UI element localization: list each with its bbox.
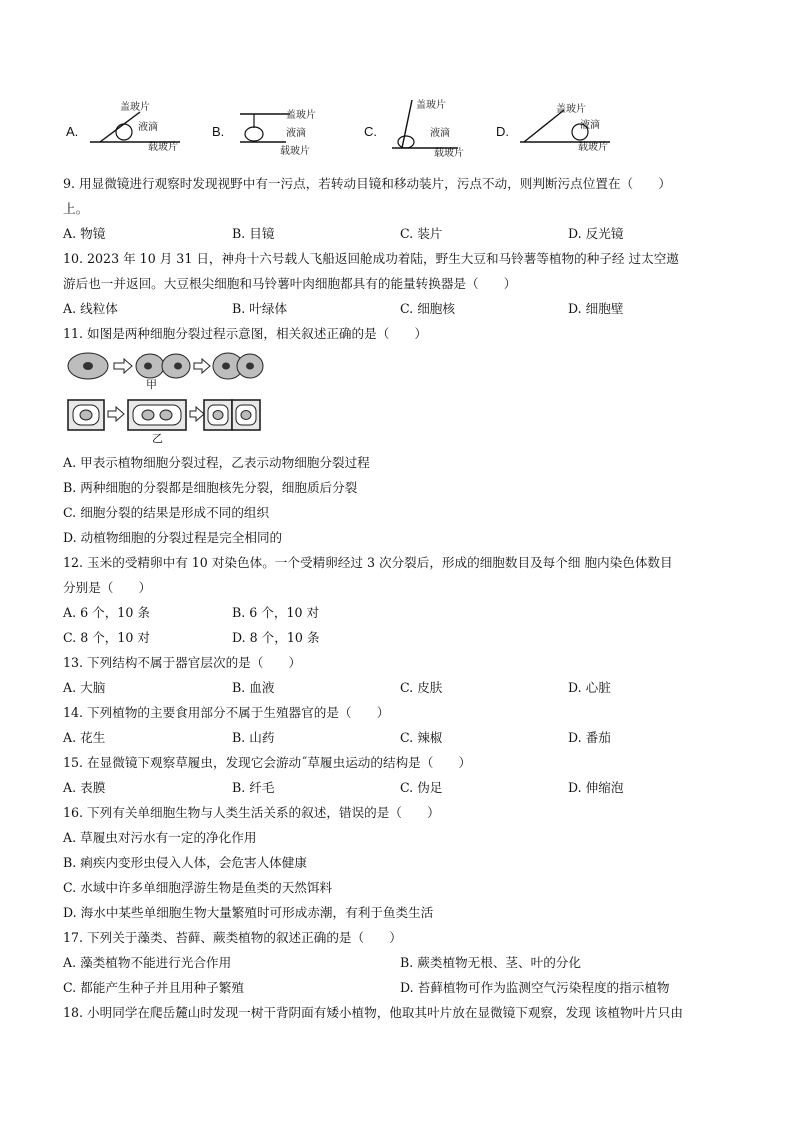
q16-option-d: D. 海水中某些单细胞生物大量繁殖时可形成赤潮，有利于鱼类生活 [63, 905, 434, 920]
q10-option-d: D. 细胞壁 [568, 301, 624, 316]
fig-a-cover-label: 盖玻片 [120, 102, 150, 113]
q13-option-b: B. 血液 [232, 680, 275, 695]
q14-option-b: B. 山药 [232, 730, 275, 745]
q15-option-b: B. 纤毛 [232, 780, 275, 795]
q11-option-a: A. 甲表示植物细胞分裂过程，乙表示动物细胞分裂过程 [63, 455, 370, 470]
q14-option-d: D. 番茄 [568, 730, 611, 745]
fig-letter-d: D. [496, 124, 509, 139]
q14-option-c: C. 辣椒 [400, 730, 443, 745]
q14-option-a: A. 花生 [63, 730, 106, 745]
q12-stem-line1: 12. 玉米的受精卵中有 10 对染色体。一个受精卵经过 3 次分裂后，形成的细胞数目及每个细 胞内染色体数目 [63, 555, 673, 570]
fig-letter-c: C. [364, 124, 377, 139]
q10-option-b: B. 叶绿体 [232, 301, 288, 316]
fig-a-drop-label: 液滴 [138, 122, 158, 133]
q16-option-c: C. 水域中许多单细胞浮游生物是鱼类的天然饵料 [63, 880, 333, 895]
q9-stem-line2: 上。 [63, 201, 89, 216]
q18-stem-line1: 18. 小明同学在爬岳麓山时发现一树干背阴面有矮小植物，他取其叶片放在显微镜下观察，发现 该植物叶片只由 [63, 1005, 683, 1020]
q13-option-d: D. 心脏 [568, 680, 611, 695]
q17-option-b: B. 蕨类植物无根、茎、叶的分化 [400, 955, 581, 970]
q9-stem-line1: 9. 用显微镜进行观察时发现视野中有一污点，若转动目镜和移动装片，污点不动，则判断污点位置在（ ） [63, 176, 671, 191]
q15-option-d: D. 伸缩泡 [568, 780, 624, 795]
fig-b-cover-label: 盖玻片 [286, 110, 316, 121]
q10-option-c: C. 细胞核 [400, 301, 455, 316]
q10-stem-line1: 10. 2023 年 10 月 31 日，神舟十六号载人飞船返回舱成功着陆，野生大豆和马铃薯等植物的种子经 过太空遨 [63, 251, 679, 266]
q15-option-a: A. 表膜 [63, 780, 106, 795]
q16-option-b: B. 痢疾内变形虫侵入人体，会危害人体健康 [63, 855, 307, 870]
fig-a-slide-label: 载玻片 [148, 142, 178, 153]
cell-division-figure [64, 348, 264, 445]
fig-c-drop-label: 液滴 [430, 128, 450, 139]
q12-option-b: B. 6 个，10 对 [232, 605, 320, 620]
fig-b-drop-label: 液滴 [286, 128, 306, 139]
fig-d-drop-label: 液滴 [580, 120, 600, 131]
fig-letter-b: B. [212, 124, 225, 139]
q12-option-a: A. 6 个，10 条 [63, 605, 150, 620]
q15-option-c: C. 伪足 [400, 780, 443, 795]
q11-option-b: B. 两种细胞的分裂都是细胞核先分裂，细胞质后分裂 [63, 480, 358, 495]
q10-stem-line2: 游后也一并返回。大豆根尖细胞和马铃薯叶肉细胞都具有的能量转换器是（ ） [63, 276, 517, 291]
fig-d-cover-label: 盖玻片 [556, 104, 586, 115]
q13-option-a: A. 大脑 [63, 680, 106, 695]
fig-letter-a: A. [66, 124, 79, 139]
fig-c-slide-label: 载玻片 [434, 148, 464, 159]
q13-option-c: C. 皮肤 [400, 680, 443, 695]
q17-option-a: A. 藻类植物不能进行光合作用 [63, 955, 232, 970]
q17-option-c: C. 都能产生种子并且用种子繁殖 [63, 980, 244, 995]
fig-c-cover-label: 盖玻片 [416, 100, 446, 111]
q9-option-c: C. 装片 [400, 226, 443, 241]
fig-d-slide-label: 载玻片 [578, 142, 608, 153]
q14-stem: 14. 下列植物的主要食用部分不属于生殖器官的是（ ） [63, 705, 390, 720]
q9-option-d: D. 反光镜 [568, 226, 624, 241]
fig-label-jia: 甲 [146, 378, 157, 391]
q9-option-b: B. 目镜 [232, 226, 275, 241]
q16-stem: 16. 下列有关单细胞生物与人类生活关系的叙述，错误的是（ ） [63, 805, 440, 820]
q11-option-c: C. 细胞分裂的结果是形成不同的组织 [63, 505, 270, 520]
q9-option-a: A. 物镜 [63, 226, 106, 241]
q11-option-d: D. 动植物细胞的分裂过程是完全相同的 [63, 530, 283, 545]
q17-option-d: D. 苔藓植物可作为监测空气污染程度的指示植物 [400, 980, 670, 995]
cell-division-diagram [64, 348, 264, 442]
q17-stem: 17. 下列关于藻类、苔藓、蕨类植物的叙述正确的是（ ） [63, 930, 402, 945]
q15-stem: 15. 在显微镜下观察草履虫，发现它会游动˝草履虫运动的结构是（ ） [63, 755, 472, 770]
q13-stem: 13. 下列结构不属于器官层次的是（ ） [63, 655, 302, 670]
q8-figure [60, 96, 620, 162]
q10-option-a: A. 线粒体 [63, 301, 118, 316]
q12-stem-line2: 分别是（ ） [63, 580, 152, 595]
fig-b-slide-label: 载玻片 [280, 146, 310, 157]
q12-option-c: C. 8 个，10 对 [63, 630, 151, 645]
fig-label-yi: 乙 [152, 432, 163, 445]
q16-option-a: A. 草履虫对污水有一定的净化作用 [63, 830, 257, 845]
q11-stem: 11. 如图是两种细胞分裂过程示意图，相关叙述正确的是（ ） [63, 326, 428, 341]
q12-option-d: D. 8 个，10 条 [232, 630, 320, 645]
